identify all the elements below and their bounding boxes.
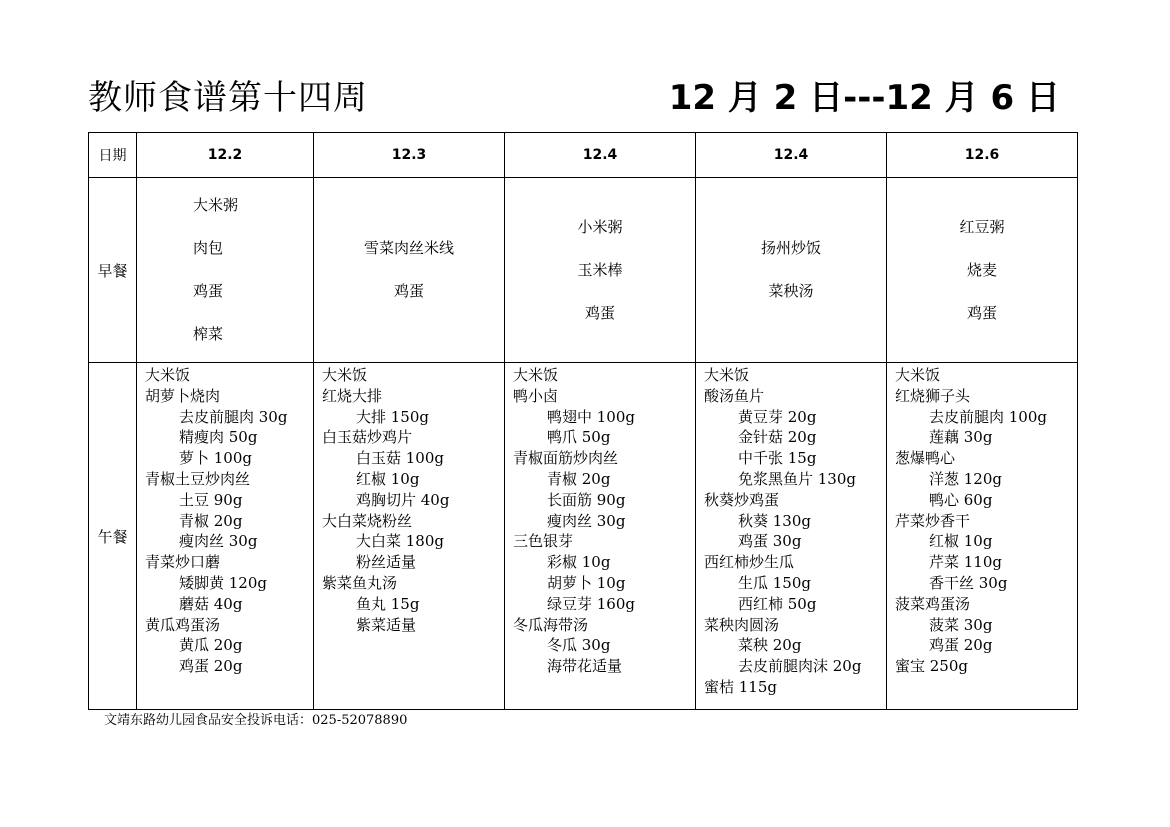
lunch-ingredient: 生瓜 150g xyxy=(738,573,812,592)
date-row xyxy=(89,133,1078,178)
lunch-ingredient: 青椒 20g xyxy=(547,469,611,488)
lunch-dish: 青椒面筋炒肉丝 xyxy=(513,449,619,468)
lunch-ingredient: 莲藕 30g xyxy=(929,428,993,447)
lunch-ingredient: 紫菜适量 xyxy=(356,615,417,634)
breakfast-cell xyxy=(887,178,1078,363)
lunch-ingredient: 去皮前腿肉沫 20g xyxy=(738,657,862,676)
lunch-ingredient: 鸭心 60g xyxy=(929,490,993,509)
date-row-label: 日期 xyxy=(89,133,137,178)
date-range: 12 月 2 日---12 月 6 日 xyxy=(668,78,1060,118)
breakfast-item: 烧麦 xyxy=(966,260,997,279)
lunch-dish: 大米饭 xyxy=(513,366,559,384)
lunch-dish: 蜜桔 115g xyxy=(704,677,778,696)
lunch-ingredient: 秋葵 130g xyxy=(738,511,812,530)
lunch-ingredient: 瘦肉丝 30g xyxy=(179,532,258,551)
lunch-dish: 红烧狮子头 xyxy=(895,386,971,405)
lunch-ingredient: 中千张 15g xyxy=(738,449,817,468)
lunch-ingredient: 海带花适量 xyxy=(547,657,623,676)
lunch-dish: 酸汤鱼片 xyxy=(704,386,765,405)
lunch-ingredient: 白玉菇 100g xyxy=(356,449,445,468)
breakfast-item: 鸡蛋 xyxy=(966,303,997,322)
lunch-dish: 大米饭 xyxy=(322,366,368,384)
lunch-ingredient: 萝卜 100g xyxy=(179,449,253,468)
lunch-ingredient: 黄豆芽 20g xyxy=(738,407,817,426)
breakfast-item: 菜秧汤 xyxy=(768,282,814,300)
breakfast-cell xyxy=(137,178,314,363)
lunch-dish: 大米饭 xyxy=(145,366,191,384)
breakfast-cell xyxy=(505,178,696,363)
complaint-hotline: 文靖东路幼儿园食品安全投诉电话：025-52078890 xyxy=(104,713,408,728)
lunch-ingredient: 粉丝适量 xyxy=(356,553,417,572)
lunch-dish: 鸭小卤 xyxy=(513,386,559,405)
menu-table xyxy=(88,132,1078,710)
lunch-cell xyxy=(696,363,887,710)
lunch-dish: 菠菜鸡蛋汤 xyxy=(895,594,971,613)
page-title: 教师食谱第十四周 xyxy=(88,78,368,118)
lunch-ingredient: 红椒 10g xyxy=(929,532,993,551)
lunch-dish: 菜秧肉圆汤 xyxy=(704,615,780,634)
lunch-ingredient: 大排 150g xyxy=(356,407,430,426)
lunch-ingredient: 青椒 20g xyxy=(179,511,243,530)
lunch-ingredient: 鸡蛋 30g xyxy=(738,532,802,551)
breakfast-row xyxy=(89,178,1078,363)
lunch-ingredient: 去皮前腿肉 100g xyxy=(929,407,1048,426)
lunch-ingredient: 矮脚黄 120g xyxy=(179,573,268,592)
lunch-ingredient: 冬瓜 30g xyxy=(547,636,611,655)
lunch-ingredient: 菠菜 30g xyxy=(929,615,993,634)
lunch-ingredient: 大白菜 180g xyxy=(356,532,445,551)
breakfast-item: 雪菜肉丝米线 xyxy=(363,239,454,257)
breakfast-item: 大米粥 xyxy=(193,196,239,214)
breakfast-cell xyxy=(314,178,505,363)
date-cell: 12.4 xyxy=(505,133,696,178)
date-cell: 12.6 xyxy=(887,133,1078,178)
date-cell: 12.4 xyxy=(696,133,887,178)
lunch-dish: 青椒土豆炒肉丝 xyxy=(145,469,251,488)
lunch-dish: 大米饭 xyxy=(895,366,941,384)
lunch-cell xyxy=(314,363,505,710)
lunch-dish: 白玉菇炒鸡片 xyxy=(322,428,413,447)
lunch-ingredient: 胡萝卜 10g xyxy=(547,573,626,592)
breakfast-item: 红豆粥 xyxy=(959,217,1005,236)
breakfast-item: 扬州炒饭 xyxy=(760,239,821,257)
date-cell: 12.3 xyxy=(314,133,505,178)
lunch-dish: 黄瓜鸡蛋汤 xyxy=(145,615,221,634)
lunch-ingredient: 瘦肉丝 30g xyxy=(547,511,626,530)
lunch-ingredient: 香干丝 30g xyxy=(929,573,1008,592)
lunch-cell xyxy=(887,363,1078,710)
lunch-ingredient: 鸡蛋 20g xyxy=(929,636,993,655)
breakfast-item: 榨菜 xyxy=(193,325,224,343)
breakfast-item: 玉米棒 xyxy=(577,260,623,279)
breakfast-cell xyxy=(696,178,887,363)
lunch-ingredient: 蘑菇 40g xyxy=(179,594,243,613)
lunch-ingredient: 鸡胸切片 40g xyxy=(356,490,450,509)
lunch-ingredient: 黄瓜 20g xyxy=(179,636,243,655)
lunch-ingredient: 洋葱 120g xyxy=(929,469,1003,488)
breakfast-item: 鸡蛋 xyxy=(193,282,224,300)
lunch-dish: 芹菜炒香干 xyxy=(895,511,971,530)
lunch-ingredient: 西红柿 50g xyxy=(738,594,817,613)
lunch-ingredient: 免浆黑鱼片 130g xyxy=(738,469,857,488)
lunch-row-label: 午餐 xyxy=(89,363,137,710)
lunch-ingredient: 菜秧 20g xyxy=(738,636,802,655)
lunch-dish: 冬瓜海带汤 xyxy=(513,615,589,634)
lunch-dish: 大米饭 xyxy=(704,366,750,384)
lunch-dish: 胡萝卜烧肉 xyxy=(145,386,221,405)
lunch-ingredient: 彩椒 10g xyxy=(547,553,611,572)
lunch-dish: 葱爆鸭心 xyxy=(895,449,956,468)
lunch-ingredient: 鸭爪 50g xyxy=(547,428,611,447)
lunch-ingredient: 去皮前腿肉 30g xyxy=(179,407,288,426)
lunch-ingredient: 鱼丸 15g xyxy=(356,594,420,613)
breakfast-row-label: 早餐 xyxy=(89,178,137,363)
lunch-row xyxy=(89,363,1078,710)
lunch-dish: 西红柿炒生瓜 xyxy=(704,553,795,572)
lunch-ingredient: 金针菇 20g xyxy=(738,428,817,447)
breakfast-item: 鸡蛋 xyxy=(393,282,424,300)
lunch-cell xyxy=(137,363,314,710)
lunch-ingredient: 精瘦肉 50g xyxy=(179,428,258,447)
lunch-ingredient: 红椒 10g xyxy=(356,469,420,488)
lunch-dish: 红烧大排 xyxy=(322,386,383,405)
lunch-dish: 秋葵炒鸡蛋 xyxy=(704,490,780,509)
lunch-ingredient: 芹菜 110g xyxy=(929,553,1003,572)
lunch-ingredient: 长面筋 90g xyxy=(547,490,626,509)
lunch-ingredient: 鸡蛋 20g xyxy=(179,657,243,676)
lunch-dish: 青菜炒口蘑 xyxy=(145,553,221,572)
lunch-dish: 三色银芽 xyxy=(513,532,574,551)
breakfast-item: 小米粥 xyxy=(577,217,623,236)
lunch-cell xyxy=(505,363,696,710)
lunch-ingredient: 绿豆芽 160g xyxy=(547,594,636,613)
lunch-ingredient: 土豆 90g xyxy=(179,490,243,509)
breakfast-item: 肉包 xyxy=(193,239,224,257)
lunch-dish: 大白菜烧粉丝 xyxy=(322,511,413,530)
lunch-ingredient: 鸭翅中 100g xyxy=(547,407,636,426)
lunch-dish: 紫菜鱼丸汤 xyxy=(322,573,398,592)
breakfast-item: 鸡蛋 xyxy=(584,303,615,322)
lunch-dish: 蜜宝 250g xyxy=(895,657,969,676)
date-cell: 12.2 xyxy=(137,133,314,178)
